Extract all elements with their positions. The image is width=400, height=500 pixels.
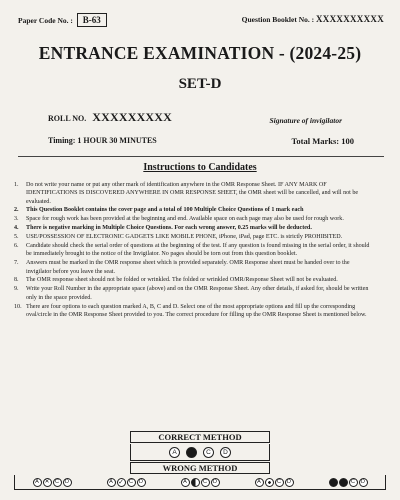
instruction-item: 10. There are four options to each question marked A, B, C and D. Select one of the most appropriate options and fill up the corresponding oval/circle in the OMR Response Sheet provided to you. The correct procedure for filling up the OMR Response Sheet is mentioned below. [14, 303, 367, 318]
exam-title: ENTRANCE EXAMINATION - (2024-25) [38, 43, 362, 63]
instruction-item: 2. This Question Booklet contains the cover page and a total of 100 Multiple Choice Questions of 1 mark each [14, 207, 304, 214]
timing: Timing: 1 HOUR 30 MINUTES [48, 136, 157, 145]
half-filled-icon [191, 478, 200, 487]
instructions-list [14, 181, 374, 320]
bubble-c: C [203, 447, 214, 458]
booklet-label: Question Booklet No. : [241, 15, 315, 24]
filled-bubble-icon [339, 478, 348, 487]
wrong-example-tick: A ✓ C D [107, 478, 146, 487]
instruction-item: 4. There is negative marking in Multiple Choice Questions. For each wrong answer, 0.25 marks will be deducted. [14, 225, 312, 232]
bubble-a: A [169, 447, 180, 458]
booklet-number [242, 14, 384, 24]
roll-number [48, 110, 172, 125]
correct-method-label: CORRECT METHOD [130, 431, 270, 443]
header-bar [18, 9, 384, 27]
roll-label: ROLL NO. [48, 114, 87, 123]
paper-code-value: B-63 [77, 13, 107, 27]
tick-icon [117, 478, 126, 487]
invigilator-signature-label: Signature of invigilator [269, 116, 342, 125]
wrong-example-half: A C D [181, 478, 220, 487]
instruction-item: 8. The OMR response sheet should not be folded or wrinkled. The folded or wrinkled OMR/Response Sheet will not be evaluated. [14, 277, 338, 284]
instruction-item: 9. Write your Roll Number in the appropriate space (above) and on the OMR Response Sheet. Any other details, if asked for, should be written only in the space provided. [14, 286, 369, 301]
dot-icon [265, 478, 274, 487]
divider [18, 156, 384, 157]
wrong-method-label: WRONG METHOD [130, 462, 270, 474]
instruction-item: 5. USE/POSSESSION OF ELECTRONIC GADGETS LIKE MOBILE PHONE, iPhone, iPad, page ETC. is strictly PROHIBITED. [14, 234, 343, 241]
set-label: SET-D [178, 76, 222, 92]
bubble-d: D [220, 447, 231, 458]
bubble-b-filled [186, 447, 197, 458]
wrong-example-cross: A ✕ C D [33, 478, 72, 487]
correct-method-example [130, 444, 270, 461]
wrong-example-dot: A C D [255, 478, 294, 487]
cross-icon [43, 478, 52, 487]
roll-value: XXXXXXXXX [92, 110, 173, 124]
filled-bubble-icon [329, 478, 338, 487]
instruction-item: 3. Space for rough work has been provided at the beginning and end. Available space on each page may also be used for rough work. [14, 216, 344, 223]
instruction-item: 1. Do not write your name or put any other mark of identification anywhere in the OMR Response Sheet. IF ANY MARK OF IDENTIFICATIONS IS DISCOVERED ANYWHERE IN OMR RESPONSE SHEET, the OMR sheet will be cancelled, and will not be evaluated. [14, 182, 359, 205]
total-marks: Total Marks: 100 [291, 136, 354, 146]
instruction-item: 6. Candidate should check the serial order of questions at the beginning of the test. If any question is found missing in the serial order, it should be immediately brought to the notice of the Invigilator. No pages should be torn out from this question booklet. [14, 243, 370, 258]
instruction-item: 7. Answers must be marked in the OMR response sheet which is provided separately. OMR Response sheet must be handed over to the invigilator before you leave the seat. [14, 260, 350, 275]
paper-code [18, 13, 107, 27]
wrong-example-double: C D [329, 478, 368, 487]
paper-code-label: Paper Code No. : [18, 16, 73, 25]
booklet-value: XXXXXXXXXX [316, 14, 384, 24]
instructions-heading: Instructions to Candidates [143, 162, 257, 173]
wrong-method-examples [14, 475, 386, 490]
